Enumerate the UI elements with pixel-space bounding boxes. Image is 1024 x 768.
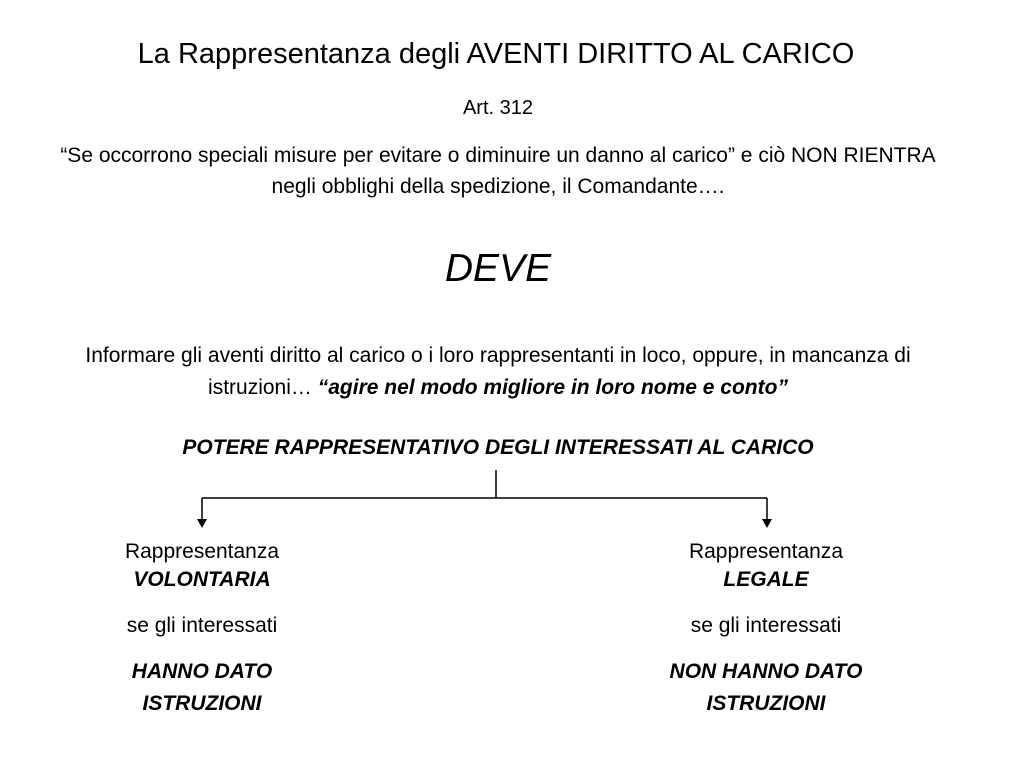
branch-condition: se gli interessati (126, 614, 278, 637)
arrowhead-left (197, 519, 207, 528)
branch-label: Rappresentanza (688, 540, 844, 563)
branch-condition-strong (52, 656, 352, 720)
inform-text: Informare gli aventi diritto al carico o i loro rappresentanti in loco, oppure, in mancanza di istruzioni… (85, 344, 911, 399)
branch-condition-strong-line2: ISTRUZIONI (142, 692, 262, 715)
power-heading: POTERE RAPPRESENTATIVO DEGLI INTERESSATI AL CARICO (182, 436, 814, 459)
article-reference: Art. 312 (462, 97, 534, 119)
branch-label: Rappresentanza (124, 540, 280, 563)
inform-emphasis: “agire nel modo migliore in loro nome e conto” (317, 376, 788, 399)
branch-volontaria (52, 538, 352, 720)
branch-condition-strong-line1: HANNO DATO (131, 660, 273, 683)
branch-kind: VOLONTARIA (133, 568, 271, 591)
branch-condition-strong (616, 656, 916, 720)
inform-paragraph (40, 340, 956, 404)
branch-condition-strong-line1: NON HANNO DATO (669, 660, 863, 683)
branch-condition-strong-line2: ISTRUZIONI (706, 692, 826, 715)
emphasis-word: DEVE (444, 247, 552, 290)
branch-kind: LEGALE (723, 568, 809, 591)
branch-legale (616, 538, 916, 720)
arrowhead-right (762, 519, 772, 528)
branch-condition: se gli interessati (690, 614, 842, 637)
slide-title: La Rappresentanza degli AVENTI DIRITTO AL CARICO (137, 38, 855, 70)
article-quote: “Se occorrono speciali misure per evitare o diminuire un danno al carico” e ciò NON RIENTRA negli obblighi della spedizione, il Comandante…. (60, 144, 936, 198)
